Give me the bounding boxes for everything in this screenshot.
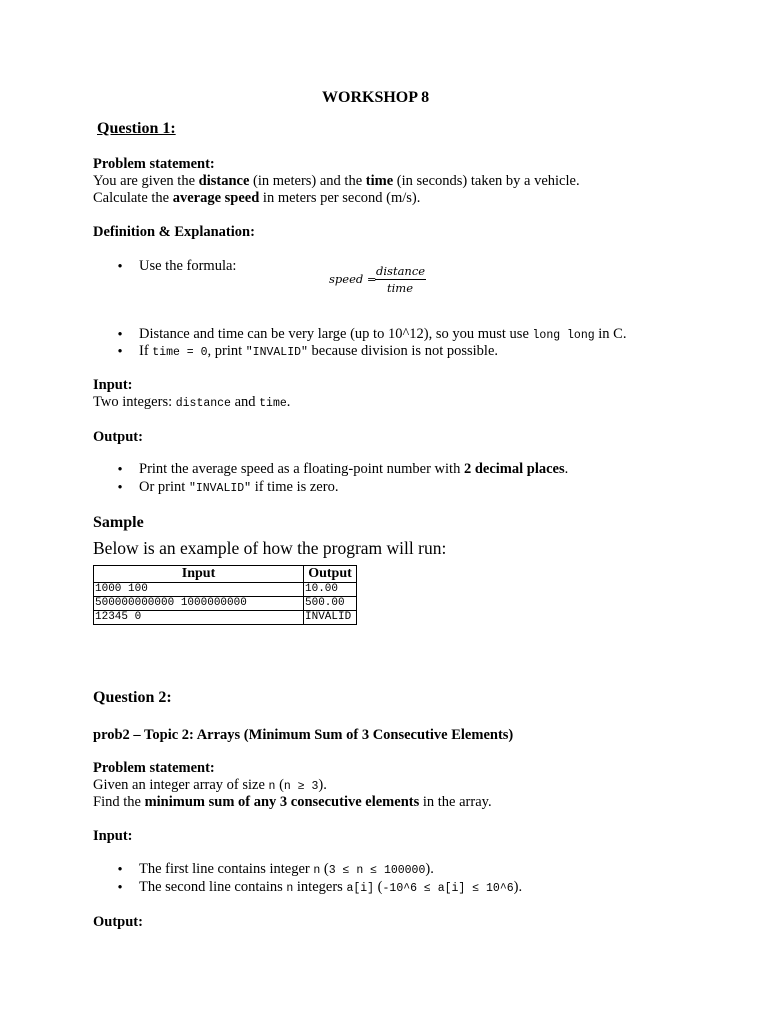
q2-problem-label: Problem statement: [93,760,215,776]
table-header-row [94,566,357,583]
document-title: WORKSHOP 8 [322,89,430,106]
table-header-output: Output [304,566,357,583]
formula-lhs: speed = [329,272,377,286]
sample-heading: Sample [93,514,144,531]
formula-denominator: time [387,281,414,295]
bullet-dot: • [117,880,123,896]
question-2-heading: Question 2: [93,689,172,706]
q1-formula-bullet-text: Use the formula: [139,258,237,274]
q2-problem-line-2: Find the minimum sum of any 3 consecutive elements in the array. [93,794,492,810]
q1-definition-label: Definition & Explanation: [93,224,255,240]
q1-problem-label: Problem statement: [93,156,215,172]
bullet-dot: • [117,327,123,343]
table-cell-input: 12345 0 [94,611,304,625]
bullet-dot: • [117,259,123,275]
q1-output-bullet-2: Or print "INVALID" if time is zero. [139,479,339,495]
table-row [94,611,357,625]
bullet-dot: • [117,480,123,496]
q1-bullet-large-values: Distance and time can be very large (up to 10^12), so you must use long long in C. [139,326,627,342]
bullet-dot: • [117,462,123,478]
formula-numerator: distance [376,264,426,278]
table-row [94,583,357,597]
table-cell-output: 10.00 [304,583,357,597]
q2-input-bullet-1: The first line contains integer n (3 ≤ n ≤ 100000). [139,861,434,877]
q1-input-text: Two integers: distance and time. [93,394,291,410]
question-1-heading: Question 1: [97,120,176,137]
q2-input-label: Input: [93,828,133,844]
table-cell-input: 1000 100 [94,583,304,597]
table-cell-output: INVALID [304,611,357,625]
sample-subtitle: Below is an example of how the program will run: [93,538,447,558]
q1-output-label: Output: [93,429,143,445]
q1-problem-line-1: You are given the distance (in meters) and the time (in seconds) taken by a vehicle. [93,173,580,189]
bullet-dot: • [117,344,123,360]
q1-input-label: Input: [93,377,133,393]
q2-input-bullet-2: The second line contains n integers a[i] (-10^6 ≤ a[i] ≤ 10^6). [139,879,523,895]
bullet-dot: • [117,862,123,878]
q1-problem-line-2: Calculate the average speed in meters per second (m/s). [93,190,421,206]
q1-bullet-invalid: If time = 0, print "INVALID" because division is not possible. [139,343,498,359]
q2-subtitle: prob2 – Topic 2: Arrays (Minimum Sum of 3 Consecutive Elements) [93,727,514,743]
table-cell-input: 500000000000 1000000000 [94,597,304,611]
q2-problem-line-1: Given an integer array of size n (n ≥ 3). [93,777,327,793]
table-header-input: Input [94,566,304,583]
table-cell-output: 500.00 [304,597,357,611]
q1-output-bullet-1: Print the average speed as a floating-point number with 2 decimal places. [139,461,569,477]
table-row [94,597,357,611]
q2-output-label: Output: [93,914,143,930]
sample-table [93,565,357,625]
